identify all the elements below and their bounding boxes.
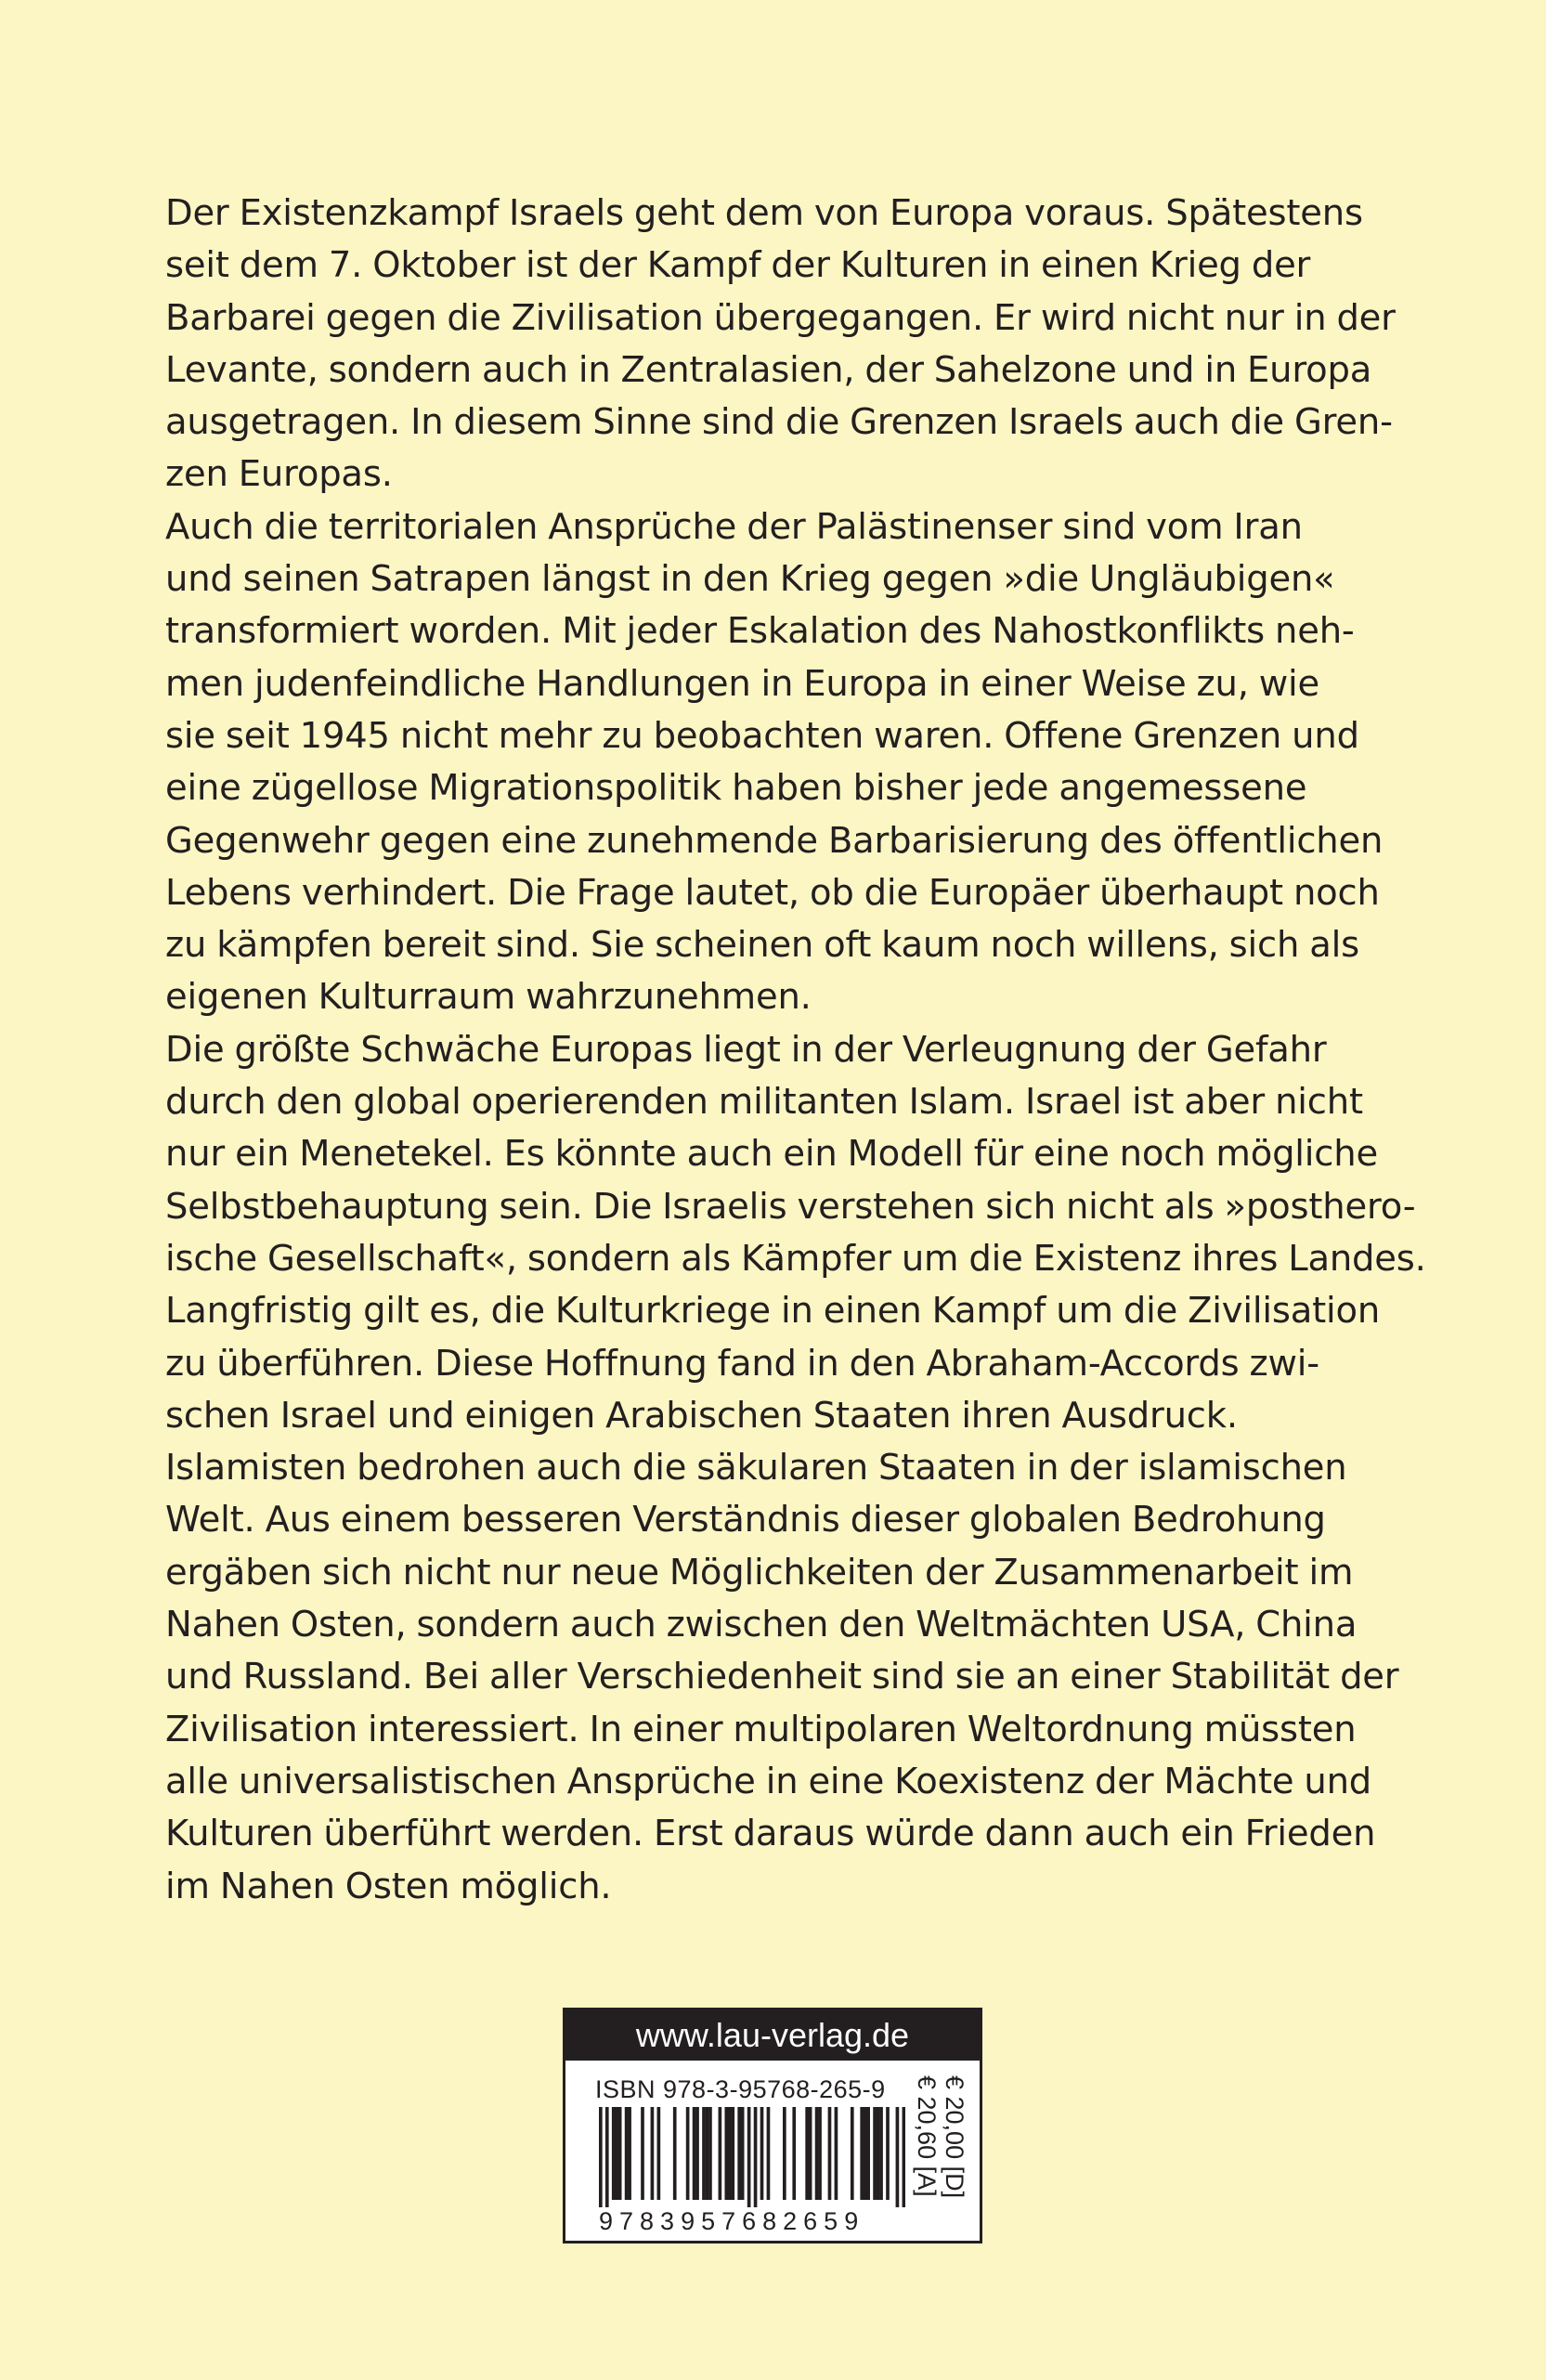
- barcode-bar: [879, 2107, 883, 2200]
- blurb-line: ergäben sich nicht nur neue Möglichkeiten der Zusammenarbeit im: [165, 1551, 1354, 1593]
- ean-barcode: [599, 2107, 905, 2207]
- blurb-line: Der Existenzkampf Israels geht dem von Europa voraus. Spätestens: [165, 192, 1363, 234]
- barcode-box: [563, 2008, 982, 2243]
- barcode-bar: [864, 2107, 867, 2200]
- barcode-bar: [903, 2107, 905, 2207]
- blurb-line: schen Israel und einigen Arabischen Staaten ihren Ausdruck.: [165, 1394, 1238, 1437]
- blurb-line: transformiert worden. Mit jeder Eskalation des Nahostkonflikts neh-: [165, 610, 1355, 653]
- barcode-bar: [641, 2107, 644, 2200]
- blurb-line: zu überführen. Diese Hoffnung fand in den Abraham-Accords zwi-: [165, 1342, 1319, 1385]
- barcode-bar: [724, 2107, 728, 2200]
- blurb-line: zen Europas.: [165, 453, 393, 496]
- blurb-line: im Nahen Osten möglich.: [165, 1865, 612, 1907]
- blurb-line: Gegenwehr gegen eine zunehmende Barbarisierung des öffentlichen: [165, 819, 1384, 862]
- blurb-line: Lebens verhindert. Die Frage lautet, ob die Europäer überhaupt noch: [165, 871, 1380, 914]
- barcode-bar: [599, 2107, 603, 2207]
- barcode-bar: [657, 2107, 661, 2200]
- blurb-line: nur ein Menetekel. Es könnte auch ein Modell für eine noch mögliche: [165, 1133, 1378, 1176]
- blurb-line: ausgetragen. In diesem Sinne sind die Grenzen Israels auch die Gren-: [165, 401, 1393, 444]
- blurb-line: men judenfeindliche Handlungen in Europa in einer Weise zu, wie: [165, 662, 1320, 705]
- isbn-label: ISBN 978-3-95768-265-9: [595, 2075, 886, 2103]
- publisher-url: www.lau-verlag.de: [565, 2010, 980, 2061]
- barcode-bar: [783, 2107, 786, 2200]
- blurb-line: und seinen Satrapen längst in den Krieg gegen »die Ungläubigen«: [165, 558, 1335, 601]
- barcode-bar: [605, 2107, 609, 2207]
- blurb-line: Zivilisation interessiert. In einer multipolaren Weltordnung müssten: [165, 1708, 1357, 1750]
- blurb-line: sie seit 1945 nicht mehr zu beobachten waren. Offene Grenzen und: [165, 714, 1359, 757]
- barcode-bar: [612, 2107, 616, 2200]
- barcode-bar: [693, 2107, 696, 2200]
- barcode-bar: [719, 2107, 722, 2200]
- barcode-bar: [686, 2107, 690, 2200]
- price-germany: € 20,00 [D]: [941, 2075, 968, 2199]
- barcode-bar: [741, 2107, 745, 2200]
- blurb-line: Die größte Schwäche Europas liegt in der Verleugnung der Gefahr: [165, 1028, 1327, 1071]
- blurb-line: und Russland. Bei aller Verschiedenheit sind sie an einer Stabilität der: [165, 1656, 1399, 1698]
- blurb-line: eine zügellose Migrationspolitik haben bisher jede angemessene: [165, 767, 1307, 810]
- blurb-line: Barbarei gegen die Zivilisation übergegangen. Er wird nicht nur in der: [165, 296, 1396, 339]
- barcode-bar: [760, 2107, 764, 2200]
- blurb-line: eigenen Kulturraum wahrzunehmen.: [165, 976, 812, 1019]
- blurb-line: Langfristig gilt es, die Kulturkriege in einen Kampf um die Zivilisation: [165, 1290, 1381, 1333]
- barcode-bar: [651, 2107, 655, 2200]
- barcode-bar: [702, 2107, 706, 2200]
- barcode-bar: [828, 2107, 832, 2200]
- blurb-line: Islamisten bedrohen auch die säkularen Staaten in der islamischen: [165, 1447, 1347, 1489]
- barcode-bar: [737, 2107, 741, 2200]
- barcode-bar: [731, 2107, 734, 2200]
- barcode-bar: [747, 2107, 751, 2207]
- blurb-line: Nahen Osten, sondern auch zwischen den Weltmächten USA, China: [165, 1604, 1358, 1646]
- barcode-bar: [615, 2107, 618, 2200]
- barcode-bar: [805, 2107, 809, 2200]
- barcode-bar: [815, 2107, 819, 2200]
- blurb-line: Auch die territorialen Ansprüche der Palästinenser sind vom Iran: [165, 505, 1303, 548]
- barcode-bar: [866, 2107, 870, 2200]
- blurb-line: Selbstbehauptung sein. Die Israelis verstehen sich nicht als »posthero-: [165, 1185, 1416, 1228]
- barcode-bar: [625, 2107, 629, 2200]
- barcode-bar: [896, 2107, 900, 2207]
- barcode-bar: [767, 2107, 771, 2200]
- barcode-bar: [886, 2107, 890, 2200]
- barcode-bar: [708, 2107, 712, 2200]
- barcode-bar: [792, 2107, 796, 2200]
- blurb-line: zu kämpfen bereit sind. Sie scheinen oft kaum noch willens, sich als: [165, 924, 1359, 967]
- barcode-bar: [754, 2107, 758, 2207]
- barcode-bar: [818, 2107, 822, 2200]
- blurb-line: Welt. Aus einem besseren Verständnis dieser globalen Bedrohung: [165, 1499, 1326, 1541]
- barcode-bar: [728, 2107, 732, 2200]
- blurb-line: ische Gesellschaft«, sondern als Kämpfer um die Existenz ihres Landes.: [165, 1237, 1426, 1280]
- blurb-line: alle universalistischen Ansprüche in eine Koexistenz der Mächte und: [165, 1760, 1372, 1802]
- blurb-line: durch den global operierenden militanten Islam. Israel ist aber nicht: [165, 1081, 1363, 1124]
- barcode-bar: [618, 2107, 622, 2200]
- barcode-bar: [809, 2107, 812, 2200]
- back-cover-blurb: [165, 188, 1426, 1913]
- barcode-bar: [628, 2107, 631, 2200]
- blurb-line: Kulturen überführt werden. Erst daraus würde dann auch ein Frieden: [165, 1813, 1376, 1855]
- barcode-bar: [851, 2107, 854, 2200]
- barcode-bar: [695, 2107, 699, 2200]
- barcode-bar: [835, 2107, 838, 2200]
- price-block: [913, 2072, 976, 2235]
- barcode-bar: [860, 2107, 864, 2200]
- blurb-line: seit dem 7. Oktober ist der Kampf der Kulturen in einen Krieg der: [165, 244, 1311, 287]
- barcode-bar: [673, 2107, 677, 2200]
- ean-digits: 9783957682659: [599, 2207, 865, 2235]
- price-austria: € 20,60 [A]: [913, 2075, 941, 2197]
- barcode-bar: [873, 2107, 877, 2200]
- blurb-line: Levante, sondern auch in Zentralasien, der Sahelzone und in Europa: [165, 348, 1372, 391]
- barcode-bar: [706, 2107, 709, 2200]
- barcode-bar: [877, 2107, 880, 2200]
